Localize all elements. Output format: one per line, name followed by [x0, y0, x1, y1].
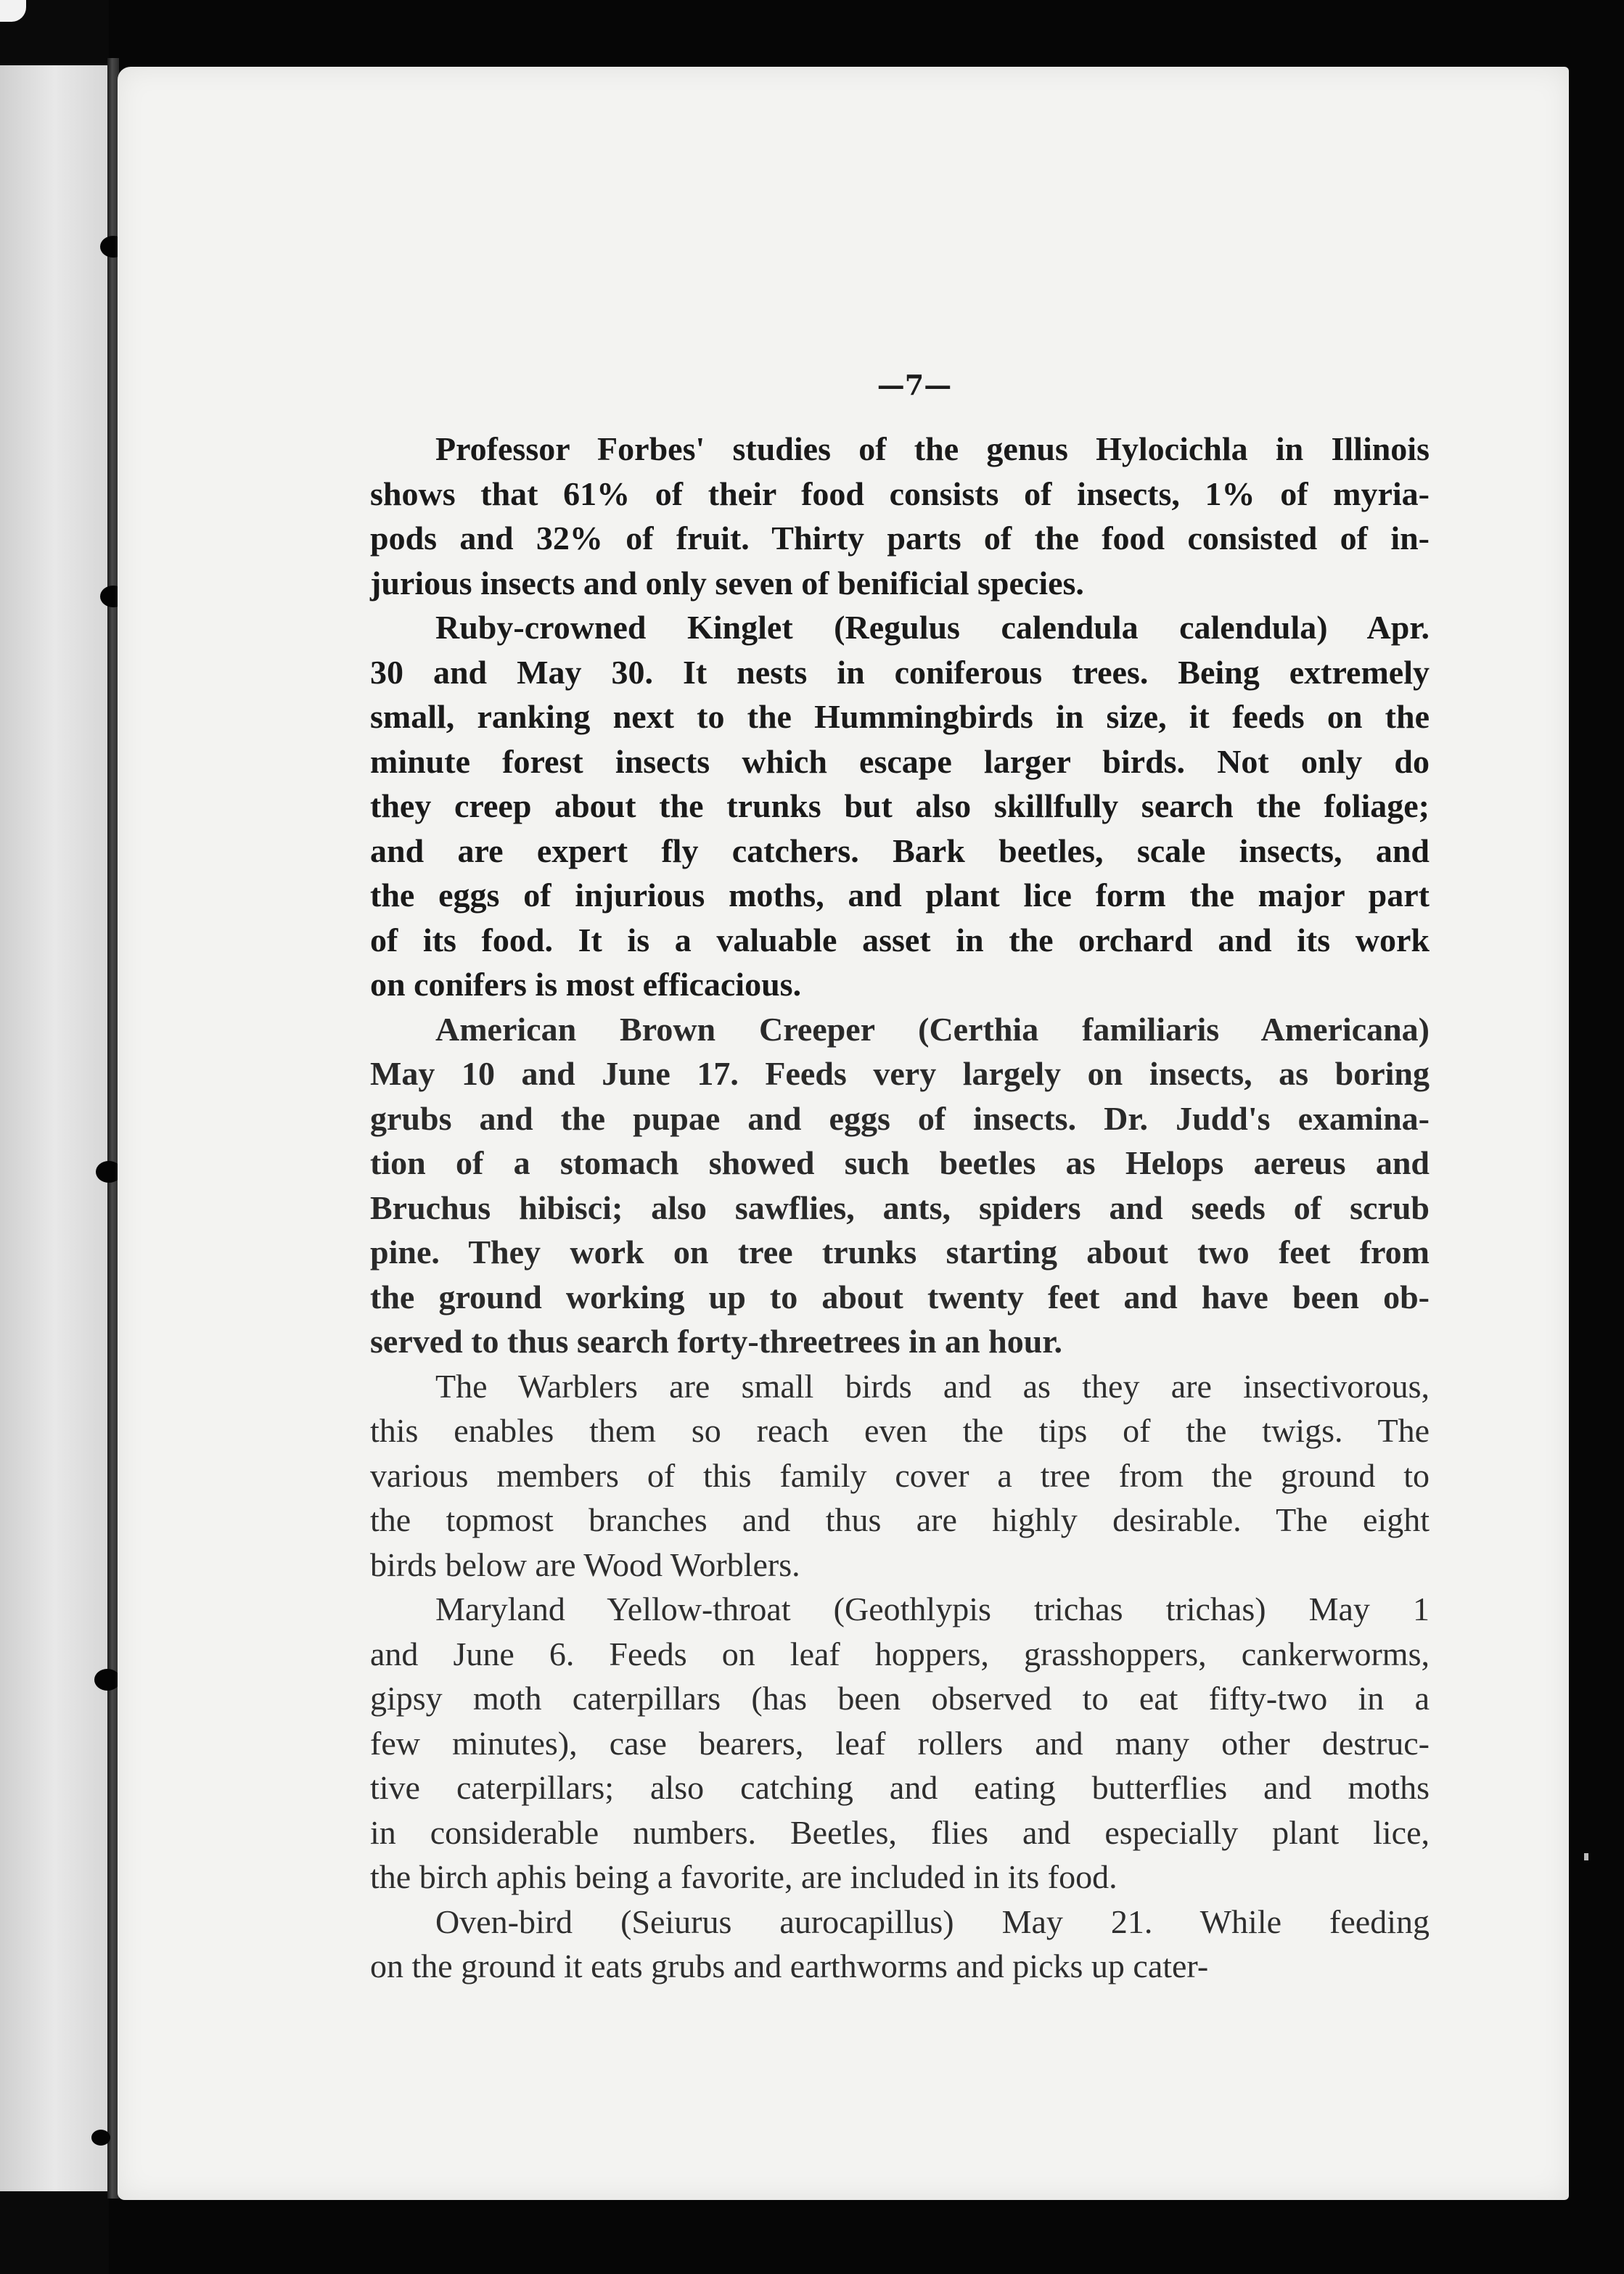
- text-line: on conifers is most efficacious.: [370, 966, 802, 1003]
- text-line: pods and 32% of fruit. Thirty parts of the food consisted of in-: [370, 520, 1430, 557]
- text-line: and are expert fly catchers. Bark beetles, scale insects, and: [370, 832, 1430, 869]
- text-line: the eggs of injurious moths, and plant lice form the major part: [370, 877, 1430, 914]
- text-line: this enables them so reach even the tips of the twigs. The: [370, 1412, 1430, 1449]
- text-line: tive caterpillars; also catching and eating butterflies and moths: [370, 1769, 1430, 1806]
- text-line: served to thus search forty-threetrees in an hour.: [370, 1323, 1062, 1360]
- text-line: pine. They work on tree trunks starting about two feet from: [370, 1234, 1430, 1271]
- text-line: tion of a stomach showed such beetles as Helops aereus and: [370, 1144, 1430, 1181]
- paragraph-american-brown-creeper: [370, 1007, 1430, 1364]
- text-line: Professor Forbes' studies of the genus Hylocichla in Illinois: [435, 430, 1430, 467]
- text-line: in considerable numbers. Beetles, flies and especially plant lice,: [370, 1813, 1430, 1851]
- text-line: the ground working up to about twenty feet and have been ob-: [370, 1278, 1430, 1315]
- text-line: they creep about the trunks but also skillfully search the foliage;: [370, 787, 1430, 824]
- text-line: various members of this family cover a tree from the ground to: [370, 1456, 1430, 1494]
- margin-speck: [1584, 1853, 1588, 1860]
- text-line: shows that 61% of their food consists of insects, 1% of myria-: [370, 475, 1430, 512]
- paragraph-maryland-yellow-throat: [370, 1587, 1430, 1900]
- text-line: and June 6. Feeds on leaf hoppers, grasshoppers, cankerworms,: [370, 1635, 1430, 1672]
- paragraph-oven-bird: [370, 1900, 1430, 1989]
- text-line: American Brown Creeper (Certhia familiaris Americana): [435, 1010, 1430, 1048]
- text-line: few minutes), case bearers, leaf rollers and many other destruc-: [370, 1724, 1430, 1762]
- text-line: 30 and May 30. It nests in coniferous trees. Being extremely: [370, 653, 1430, 691]
- page-number: —7—: [877, 369, 952, 401]
- text-line: the topmost branches and thus are highly desirable. The eight: [370, 1501, 1430, 1538]
- text-line: grubs and the pupae and eggs of insects. Dr. Judd's examina-: [370, 1099, 1430, 1137]
- text-line: the birch aphis being a favorite, are included in its food.: [370, 1858, 1117, 1895]
- text-line: on the ground it eats grubs and earthworms and picks up cater-: [370, 1947, 1209, 1984]
- text-line: Ruby-crowned Kinglet (Regulus calendula calendula) Apr.: [435, 609, 1430, 646]
- paragraph-forbes: [370, 427, 1430, 605]
- text-line: The Warblers are small birds and as they are insectivorous,: [435, 1367, 1430, 1405]
- page-text-column: [370, 427, 1430, 1989]
- text-line: jurious insects and only seven of benificial species.: [370, 564, 1084, 602]
- text-line: gipsy moth caterpillars (has been observed to eat fifty-two in a: [370, 1680, 1430, 1717]
- text-line: minute forest insects which escape larger birds. Not only do: [370, 742, 1430, 780]
- text-line: May 10 and June 17. Feeds very largely on insects, as boring: [370, 1055, 1430, 1092]
- binding-stitch: [94, 1669, 120, 1691]
- text-line: Oven-bird (Seiurus aurocapillus) May 21. While feeding: [435, 1902, 1430, 1940]
- text-line: Maryland Yellow-throat (Geothlypis trichas trichas) May 1: [435, 1590, 1430, 1627]
- paragraph-ruby-crowned-kinglet: [370, 605, 1430, 1007]
- text-line: birds below are Wood Worblers.: [370, 1546, 800, 1583]
- text-line: Bruchus hibisci; also sawflies, ants, spiders and seeds of scrub: [370, 1189, 1430, 1226]
- paragraph-warblers: [370, 1364, 1430, 1588]
- previous-page-edge: [0, 0, 109, 2274]
- text-line: small, ranking next to the Hummingbirds in size, it feeds on the: [370, 698, 1430, 735]
- binding-stitch: [91, 2130, 110, 2146]
- scan-background-bottom-left: [0, 2191, 109, 2274]
- text-line: of its food. It is a valuable asset in the orchard and its work: [370, 921, 1430, 959]
